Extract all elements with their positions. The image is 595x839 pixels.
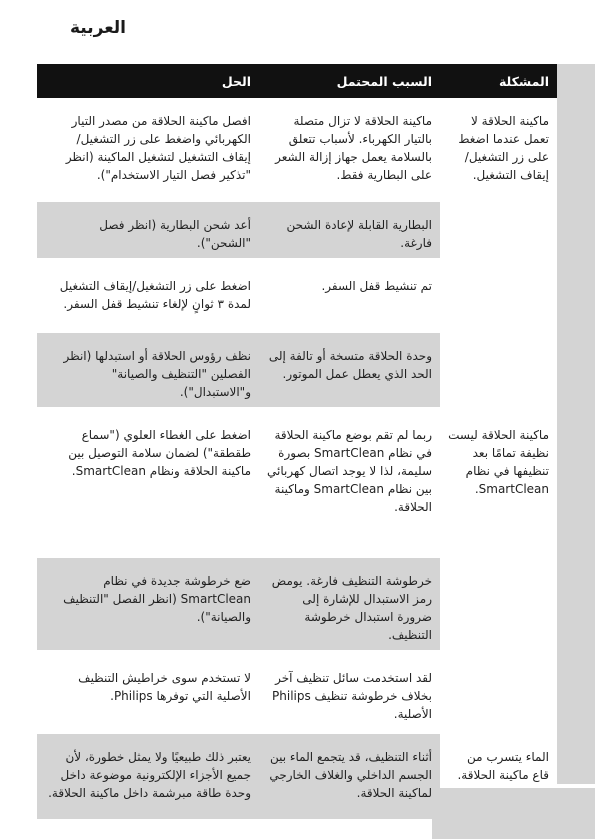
cell-problem xyxy=(440,555,557,652)
cell-solution: أعد شحن البطارية (انظر فصل "الشحن"). xyxy=(37,199,259,260)
table-row xyxy=(37,652,557,731)
cell-cause: البطارية القابلة لإعادة الشحن فارغة. xyxy=(259,199,440,260)
cell-cause: خرطوشة التنظيف فارغة. يومض رمز الاستبدال للإشارة إلى ضرورة استبدال خرطوشة التنظيف. xyxy=(259,555,440,652)
table-row xyxy=(37,199,557,260)
cell-solution: لا تستخدم سوى خراطيش التنظيف الأصلية التي توفرها Philips. xyxy=(37,652,259,731)
header-solution: الحل xyxy=(37,64,259,98)
cell-problem xyxy=(440,652,557,731)
cell-cause: أثناء التنظيف، قد يتجمع الماء بين الجسم الداخلي والغلاف الخارجي لماكينة الحلاقة. xyxy=(259,731,440,819)
cell-solution: نظف رؤوس الحلاقة أو استبدلها (انظر الفصلين "التنظيف والصيانة" و"الاستبدال"). xyxy=(37,330,259,409)
side-tab-strip xyxy=(557,64,595,784)
table-row xyxy=(37,260,557,330)
table-row xyxy=(37,98,557,199)
cell-problem: ماكينة الحلاقة لا تعمل عندما اضغط على زر التشغيل/إيقاف التشغيل. xyxy=(440,98,557,199)
cell-solution: يعتبر ذلك طبيعيًا ولا يمثل خطورة، لأن جميع الأجزاء الإلكترونية موضوعة داخل وحدة طاقة مبرشمة داخل ماكينة الحلاقة. xyxy=(37,731,259,819)
table-row xyxy=(37,409,557,555)
cell-cause: ماكينة الحلاقة لا تزال متصلة بالتيار الكهرباء. لأسباب تتعلق بالسلامة يعمل جهاز إزالة الشعر على البطارية فقط. xyxy=(259,98,440,199)
cell-solution: ضع خرطوشة جديدة في نظام SmartClean (انظر الفصل "التنظيف والصيانة"). xyxy=(37,555,259,652)
troubleshooting-table xyxy=(37,64,557,819)
cell-cause: تم تنشيط قفل السفر. xyxy=(259,260,440,330)
cell-solution: افصل ماكينة الحلاقة من مصدر التيار الكهربائي واضغط على زر التشغيل/ إيقاف التشغيل لتشغيل الماكينة (انظر "تذكير فصل التيار الاستخدام"). xyxy=(37,98,259,199)
header-problem: المشكلة xyxy=(440,64,557,98)
table-row xyxy=(37,330,557,409)
language-title: العربية xyxy=(70,18,127,38)
cell-problem xyxy=(440,260,557,330)
table-row xyxy=(37,555,557,652)
cell-problem xyxy=(440,330,557,409)
cell-problem xyxy=(440,199,557,260)
header-cause: السبب المحتمل xyxy=(259,64,440,98)
cell-cause: لقد استخدمت سائل تنظيف آخر بخلاف خرطوشة تنظيف Philips الأصلية. xyxy=(259,652,440,731)
cell-solution: اضغط على زر التشغيل/إيقاف التشغيل لمدة ٣ ثوانٍ لإلغاء تنشيط قفل السفر. xyxy=(37,260,259,330)
cell-cause: وحدة الحلاقة متسخة أو تالفة إلى الحد الذي يعطل عمل الموتور. xyxy=(259,330,440,409)
cell-solution: اضغط على الغطاء العلوي ("سماع طقطقة") لضمان سلامة التوصيل بين ماكينة الحلاقة ونظام SmartClean. xyxy=(37,409,259,555)
cell-problem: ماكينة الحلاقة ليست نظيفة تمامًا بعد تنظيفها في نظام SmartClean. xyxy=(440,409,557,555)
cell-cause: ربما لم تقم بوضع ماكينة الحلاقة في نظام SmartClean بصورة سليمة، لذا لا يوجد اتصال كهربائي بين نظام SmartClean وماكينة الحلاقة. xyxy=(259,409,440,555)
cell-problem: الماء يتسرب من قاع ماكينة الحلاقة. xyxy=(457,749,549,782)
table-header-row xyxy=(37,64,557,98)
table-row xyxy=(37,731,557,819)
